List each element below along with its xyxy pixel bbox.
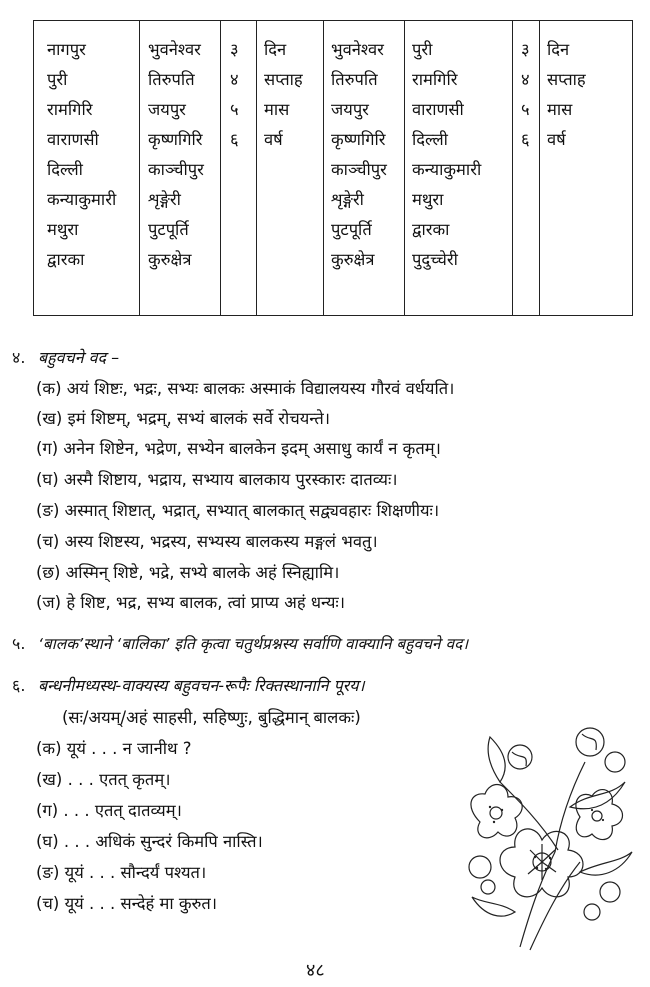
table-column-2 <box>148 35 204 275</box>
table-cell: भुवनेश्वर <box>331 40 384 59</box>
table-column-7 <box>521 35 530 155</box>
table-cell: वर्ष <box>264 130 283 149</box>
table-cell: सप्ताह <box>547 70 586 89</box>
table-cell: दिन <box>547 40 570 59</box>
question-6-number: ६. <box>12 676 26 695</box>
question-4-item: (घ) अस्मै शिष्टाय, भद्राय, सभ्याय बालकाय पुरस्कारः दातव्यः। <box>36 470 398 489</box>
table-cell: मास <box>264 100 290 119</box>
table-cell: दिन <box>264 40 287 59</box>
table-cell: वाराणसी <box>47 130 99 149</box>
table-column-3 <box>230 35 239 155</box>
question-6-hint: (सः/अयम्/अहं साहसी, सहिष्णुः, बुद्धिमान् बालकः) <box>62 708 361 727</box>
table-cell: सप्ताह <box>264 70 303 89</box>
table-cell: काञ्चीपुर <box>331 160 387 179</box>
table-cell: पुरी <box>412 40 433 59</box>
table-divider <box>220 21 221 315</box>
table-cell: जयपुर <box>148 100 186 119</box>
question-4-item: (छ) अस्मिन् शिष्टे, भद्रे, सभ्ये बालके अहं स्निह्यामि। <box>36 563 340 582</box>
table-column-1 <box>47 35 116 275</box>
flower-illustration <box>460 712 635 952</box>
question-5-text: ‘बालक’स्थाने ‘बालिका’ इति कृत्वा चतुर्थप्रश्नस्य सर्वाणि वाक्यानि बहुवचने वद। <box>38 635 469 653</box>
table-cell: रामगिरि <box>47 100 93 119</box>
table-cell: कुरुक्षेत्र <box>148 250 192 269</box>
table-cell: ६ <box>521 130 530 149</box>
question-4-item: (ग) अनेन शिष्टेन, भद्रेण, सभ्येन बालकेन इदम् असाधु कार्यं न कृतम्। <box>36 439 441 458</box>
question-6-item: (ङ) यूयं . . . सौन्दर्यं पश्यत। <box>36 863 207 882</box>
table-cell: वर्ष <box>547 130 566 149</box>
table-cell: काञ्चीपुर <box>148 160 204 179</box>
table-cell: शृङ्गेरी <box>148 190 181 209</box>
table-divider <box>539 21 540 315</box>
table-cell: पुरी <box>47 70 68 89</box>
table-cell: शृङ्गेरी <box>331 190 364 209</box>
table-cell: वाराणसी <box>412 100 464 119</box>
table-cell: ६ <box>230 130 239 149</box>
table-cell: ५ <box>521 100 530 119</box>
question-4-title: बहुवचने वद – <box>38 348 120 367</box>
table-divider <box>139 21 140 315</box>
table-cell: दिल्ली <box>412 130 448 149</box>
table-cell: मास <box>547 100 573 119</box>
table-column-4 <box>264 35 303 155</box>
table-cell: ३ <box>230 40 239 59</box>
matching-table <box>33 20 633 316</box>
table-divider <box>404 21 405 315</box>
table-column-8 <box>547 35 586 155</box>
question-6-item: (ग) . . . एतत् दातव्यम्। <box>36 801 182 820</box>
question-5-number: ५. <box>12 634 26 653</box>
table-cell: द्वारका <box>412 220 450 239</box>
question-4-item: (क) अयं शिष्टः, भद्रः, सभ्यः बालकः अस्माकं विद्यालयस्य गौरवं वर्धयति। <box>36 379 455 398</box>
table-cell: कृष्णगिरि <box>148 130 203 149</box>
table-cell: कृष्णगिरि <box>331 130 386 149</box>
table-cell: मथुरा <box>47 220 79 239</box>
table-cell: ५ <box>230 100 239 119</box>
table-cell: तिरुपति <box>148 70 195 89</box>
question-6-item: (ख) . . . एतत् कृतम्। <box>36 770 171 789</box>
table-cell: दिल्ली <box>47 160 83 179</box>
table-cell: रामगिरि <box>412 70 458 89</box>
question-6-item: (घ) . . . अधिकं सुन्दरं किमपि नास्ति। <box>36 832 263 851</box>
question-6-title: बन्धनीमध्यस्थ-वाक्यस्य बहुवचन-रूपैः रिक्तस्थानानि पूरय। <box>38 676 365 695</box>
table-divider <box>256 21 257 315</box>
table-cell: कन्याकुमारी <box>412 160 482 179</box>
table-cell: नागपुर <box>47 40 86 59</box>
table-cell: मथुरा <box>412 190 444 209</box>
table-cell: कुरुक्षेत्र <box>331 250 375 269</box>
table-cell: जयपुर <box>331 100 369 119</box>
table-divider <box>512 21 513 315</box>
table-cell: पुदुच्चेरी <box>412 250 458 269</box>
table-cell: भुवनेश्वर <box>148 40 201 59</box>
question-4-item: (ख) इमं शिष्टम्, भद्रम्, सभ्यं बालकं सर्वे रोचयन्ते। <box>36 409 331 428</box>
table-cell: ३ <box>521 40 530 59</box>
table-cell: पुटपूर्ति <box>148 220 189 239</box>
table-cell: पुटपूर्ति <box>331 220 372 239</box>
question-4-item: (च) अस्य शिष्टस्य, भद्रस्य, सभ्यस्य बालकस्य मङ्गलं भवतु। <box>36 532 378 551</box>
question-6-item: (क) यूयं . . . न जानीथ ? <box>36 739 192 758</box>
page-number: ४८ <box>306 960 325 981</box>
table-column-5 <box>331 35 387 275</box>
table-cell: तिरुपति <box>331 70 378 89</box>
table-cell: ४ <box>521 70 530 89</box>
question-4-number: ४. <box>12 348 26 367</box>
table-divider <box>323 21 324 315</box>
question-4-item: (ज) हे शिष्ट, भद्र, सभ्य बालक, त्वां प्राप्य अहं धन्यः। <box>36 593 346 612</box>
table-cell: ४ <box>230 70 239 89</box>
table-column-6 <box>412 35 481 275</box>
question-6-item: (च) यूयं . . . सन्देहं मा कुरुत। <box>36 894 218 913</box>
table-cell: कन्याकुमारी <box>47 190 117 209</box>
question-4-item: (ङ) अस्मात् शिष्टात्, भद्रात्, सभ्यात् बालकात् सद्व्यवहारः शिक्षणीयः। <box>36 501 440 520</box>
table-cell: द्वारका <box>47 250 85 269</box>
